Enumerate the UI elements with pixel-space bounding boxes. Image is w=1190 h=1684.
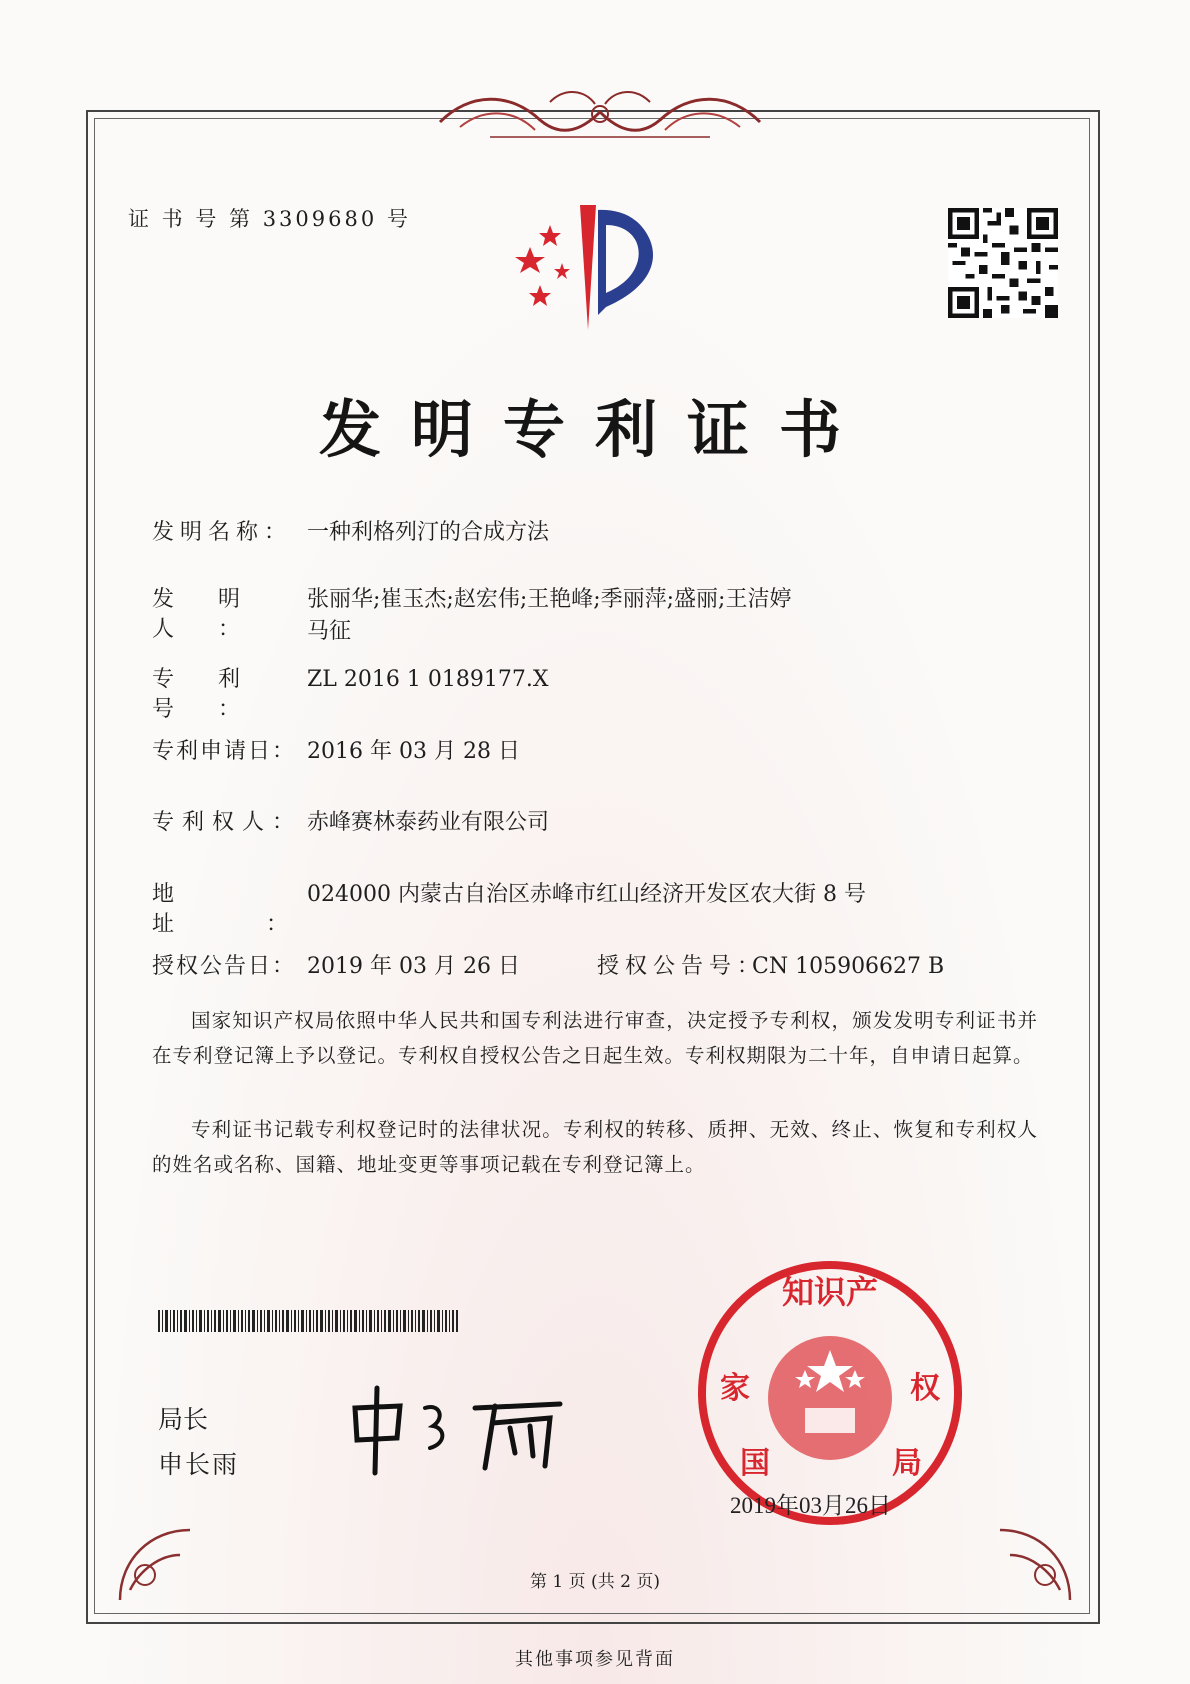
patent-number-value: ZL 2016 1 0189177.X [307,667,549,692]
corner-ornament-left [110,1500,220,1610]
svg-text:权: 权 [910,1371,940,1406]
field-address [152,880,866,940]
patentee-value: 赤峰赛林泰药业有限公司 [307,810,550,835]
inventors-value-line2: 马征 [307,619,352,644]
field-patent-number [152,665,549,725]
qr-code [948,208,1058,318]
footer-note: 其他事项参见背面 [515,1649,675,1670]
address-value: 024000 内蒙古自治区赤峰市红山经济开发区农大街 8 号 [307,882,866,907]
inventors-value-line1: 张丽华;崔玉杰;赵宏伟;王艳峰;季丽萍;盛丽;王洁婷 [307,587,792,612]
field-inventors [152,585,792,645]
svg-text:国: 国 [740,1446,770,1481]
invention-name-value: 一种利格列汀的合成方法 [307,520,550,545]
field-grant [152,952,1052,982]
field-invention-name [152,518,550,548]
field-filing-date [152,737,520,767]
address-label: 地址： [152,882,381,937]
statement-paragraph-1: 国家知识产权局依照中华人民共和国专利法进行审查，决定授予专利权，颁发发明专利证书并在专利登记簿上予以登记。专利权自授权公告之日起生效。专利权期限为二十年，自申请日起算。 [152,1009,1038,1067]
certificate-title: 发明专利证书 [318,393,871,466]
filing-date-label: 专利申请日： [152,739,297,764]
certificate-number: 证 书 号 第 3309680 号 [128,207,411,231]
director-name: 申长雨 [158,1450,240,1479]
patent-number-label: 专利号： [152,667,285,722]
inventors-label: 发明人： [152,587,285,642]
grant-date-label: 授权公告日： [152,954,297,979]
svg-text:局: 局 [892,1446,922,1481]
handwritten-signature [345,1378,595,1478]
grant-number-label: 授权公告号： [597,954,766,979]
grant-number-value: CN 105906627 B [752,954,945,979]
statement-paragraph-2: 专利证书记载专利权登记时的法律状况。专利权的转移、质押、无效、终止、恢复和专利权人的姓名或名称、国籍、地址变更等事项记载在专利登记簿上。 [152,1118,1038,1176]
seal-date: 2019年03月26日 [730,1493,891,1518]
svg-text:知识产: 知识产 [781,1273,879,1311]
grant-date-value: 2019 年 03 月 26 日 [307,954,520,979]
page-indicator: 第 1 页 (共 2 页) [530,1572,660,1592]
patent-office-logo-icon [510,195,690,335]
invention-name-label: 发明名称： [152,520,293,545]
corner-ornament-right [970,1500,1080,1610]
top-ornament-decoration [430,82,770,152]
barcode [158,1310,458,1332]
patentee-label: 专利权人： [152,810,303,835]
field-patentee [152,808,550,838]
svg-text:家: 家 [720,1371,750,1406]
director-title: 局长 [158,1405,209,1434]
filing-date-value: 2016 年 03 月 28 日 [307,739,520,764]
